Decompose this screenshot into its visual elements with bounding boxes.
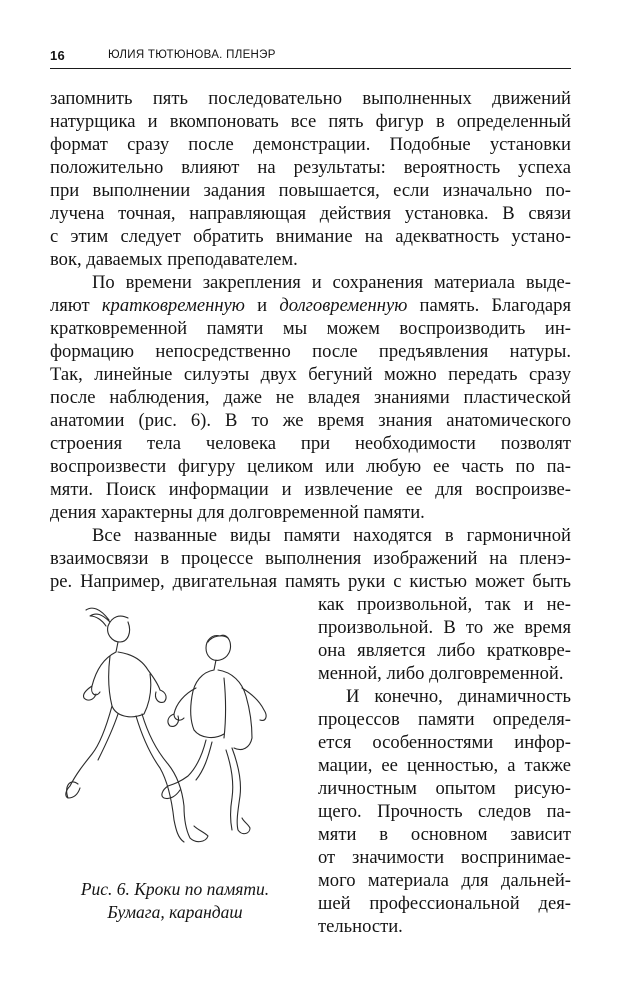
side-line: от значимости воспринимае- bbox=[318, 847, 571, 868]
side-line: она является либо кратковре- bbox=[318, 640, 571, 661]
body-line: По времени закрепления и сохранения материала выде- bbox=[92, 272, 571, 293]
body-line: формацию непосредственно после предъявления натуры. bbox=[50, 341, 571, 362]
side-line: менной, либо долговременной. bbox=[318, 663, 564, 684]
two-runners-sketch-icon bbox=[56, 598, 288, 870]
body-line: воспроизвести фигуру целиком или любую ее часть по па- bbox=[50, 456, 571, 477]
side-line: щего. Прочность следов па- bbox=[318, 801, 571, 822]
body-line: Все названные виды памяти находятся в гармоничной bbox=[92, 525, 571, 546]
side-line: И конечно, динамичность bbox=[346, 686, 571, 707]
side-line: произвольной. В то же время bbox=[318, 617, 571, 638]
body-line: мяти. Поиск информации и извлечение ее для воспроизве- bbox=[50, 479, 571, 500]
body-text: ляют bbox=[50, 295, 102, 316]
body-line: после наблюдения, даже не владея знаниями пластической bbox=[50, 387, 571, 408]
body-line: анатомии (рис. 6). В то же время знания анатомического bbox=[50, 410, 571, 431]
body-line: с этим следует обратить внимание на адекватность устано- bbox=[50, 226, 571, 247]
body-line: Так, линейные силуэты двух бегуний можно передать сразу bbox=[50, 364, 571, 385]
running-title: ЮЛИЯ ТЮТЮНОВА. ПЛЕНЭР bbox=[108, 49, 276, 61]
side-line: процессов памяти определя- bbox=[318, 709, 571, 730]
body-line: строения тела человека при необходимости позволят bbox=[50, 433, 571, 454]
figure-caption-line-1: Рис. 6. Кроки по памяти. bbox=[80, 879, 270, 899]
side-line: мации, ее ценностью, а также bbox=[318, 755, 571, 776]
side-line: как произвольной, так и не- bbox=[318, 594, 571, 615]
figure-caption-line-2: Бумага, карандаш bbox=[107, 902, 243, 922]
emphasis-short-term: кратковременную bbox=[101, 295, 245, 316]
side-line: тельности. bbox=[318, 916, 403, 937]
side-line: мого материала для дальней- bbox=[318, 870, 571, 891]
body-line: дения характерны для долговременной памяти. bbox=[50, 502, 425, 523]
body-text: и bbox=[244, 295, 280, 316]
side-line: ется особенностями инфор- bbox=[318, 732, 571, 753]
body-line: натурщика и вкомпоновать все пять фигур в определенный bbox=[50, 111, 571, 132]
page-number: 16 bbox=[50, 48, 66, 63]
body-line: при выполнении задания повышается, если изначально по- bbox=[50, 180, 571, 201]
body-line: лучена точная, направляющая действия установка. В связи bbox=[50, 203, 571, 224]
body-line: положительно влияют на результаты: вероятность успеха bbox=[50, 157, 571, 178]
body-line: ре. Например, двигательная память руки с кистью может быть bbox=[50, 571, 571, 592]
side-line: шей профессиональной дея- bbox=[318, 893, 571, 914]
body-line: взаимосвязи в процессе выполнения изображений на пленэ- bbox=[50, 548, 571, 569]
body-line-with-emphasis bbox=[50, 295, 571, 317]
runner-left bbox=[66, 608, 208, 842]
body-line: вок, даваемых преподавателем. bbox=[50, 249, 298, 270]
runner-right bbox=[162, 635, 266, 833]
body-line: запомнить пять последовательно выполненных движений bbox=[50, 88, 571, 109]
running-header bbox=[50, 44, 571, 69]
body-line: кратковременной памяти мы можем воспроизводить ин- bbox=[50, 318, 571, 339]
side-line: личностным опытом рисую- bbox=[318, 778, 571, 799]
emphasis-long-term: долговременную bbox=[279, 295, 408, 316]
figure-sketch bbox=[56, 598, 288, 870]
body-text: память. Благодаря bbox=[407, 295, 571, 316]
body-line: формат сразу после демонстрации. Подобные установки bbox=[50, 134, 571, 155]
side-line: мяти в основном зависит bbox=[318, 824, 571, 845]
